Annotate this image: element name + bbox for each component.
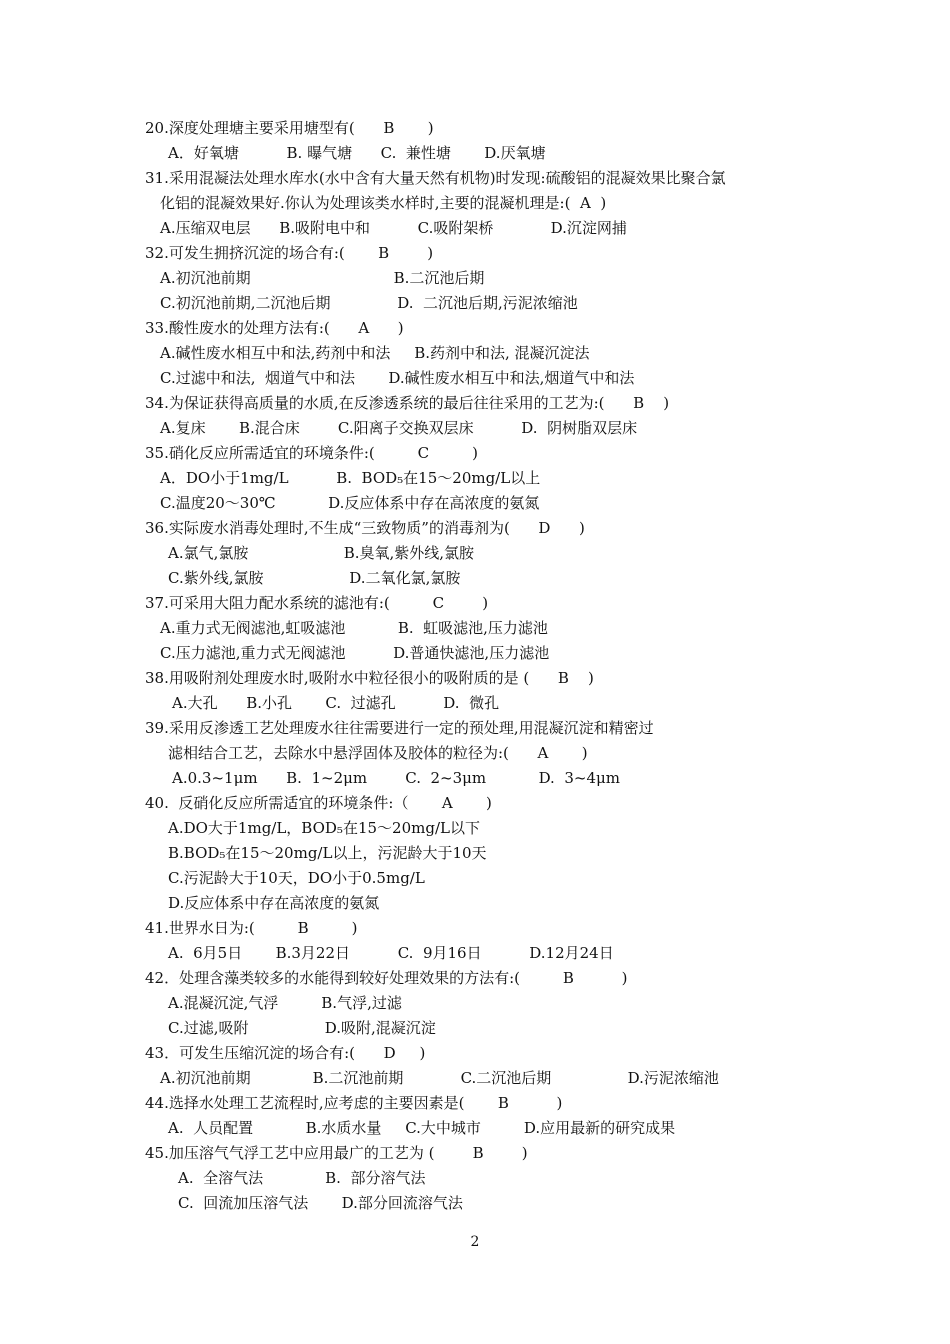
option-40-d: D.反应体系中存在高浓度的氨氮 xyxy=(168,894,380,912)
question-37: 37.可采用大阻力配水系统的滤池有:( C ) xyxy=(145,594,489,612)
question-39: 39.采用反渗透工艺处理废水往往需要进行一定的预处理,用混凝沉淀和精密过 xyxy=(145,719,654,737)
question-45: 45.加压溶气气浮工艺中应用最广的工艺为 ( B ) xyxy=(145,1144,528,1162)
options-31: A.压缩双电层 B.吸附电中和 C.吸附架桥 D.沉淀网捕 xyxy=(160,219,627,237)
options-34: A.复床 B.混合床 C.阳离子交换双层床 D. 阴树脂双层床 xyxy=(160,419,638,437)
question-34: 34.为保证获得高质量的水质,在反渗透系统的最后往往采用的工艺为:( B ) xyxy=(145,394,670,412)
page-number: 2 xyxy=(470,1234,480,1250)
question-31: 31.采用混凝法处理水库水(水中含有大量天然有机物)时发现:硫酸铝的混凝效果比聚合氯 xyxy=(145,169,726,187)
options-41: A. 6月5日 B.3月22日 C. 9月16日 D.12月24日 xyxy=(168,944,614,962)
question-38: 38.用吸附剂处理废水时,吸附水中粒径很小的吸附质的是 ( B ) xyxy=(145,669,594,687)
options-33-b: C.过滤中和法, 烟道气中和法 D.碱性废水相互中和法,烟道气中和法 xyxy=(160,369,635,387)
question-32: 32.可发生拥挤沉淀的场合有:( B ) xyxy=(145,244,434,262)
options-45-a: A. 全溶气法 B. 部分溶气法 xyxy=(178,1169,426,1187)
question-40: 40. 反硝化反应所需适宜的环境条件:（ A ) xyxy=(145,794,492,812)
question-44: 44.选择水处理工艺流程时,应考虑的主要因素是( B ) xyxy=(145,1094,563,1112)
option-40-c: C.污泥龄大于10天，DO小于0.5mg/L xyxy=(168,869,425,887)
question-42: 42．处理含藻类较多的水能得到较好处理效果的方法有:( B ) xyxy=(145,969,628,987)
options-36-a: A.氯气,氯胺 B.臭氧,紫外线,氯胺 xyxy=(168,544,475,562)
question-39-cont: 滤相结合工艺，去除水中悬浮固体及胶体的粒径为:( A ) xyxy=(168,744,588,762)
question-41: 41.世界水日为:( B ) xyxy=(145,919,358,937)
question-43: 43．可发生压缩沉淀的场合有:( D ) xyxy=(145,1044,426,1062)
options-45-b: C. 回流加压溶气法 D.部分回流溶气法 xyxy=(178,1194,463,1212)
options-35-a: A．DO小于1mg/L B. BOD₅在15～20mg/L以上 xyxy=(160,469,541,487)
options-42-b: C.过滤,吸附 D.吸附,混凝沉淀 xyxy=(168,1019,436,1037)
question-35: 35.硝化反应所需适宜的环境条件:( C ) xyxy=(145,444,478,462)
question-36: 36.实际废水消毒处理时,不生成“三致物质”的消毒剂为( D ) xyxy=(145,519,585,537)
option-40-b: B.BOD₅在15～20mg/L以上，污泥龄大于10天 xyxy=(168,844,487,862)
question-20: 20.深度处理塘主要采用塘型有( B ) xyxy=(145,119,434,137)
options-20: A．好氧塘 B. 曝气塘 C. 兼性塘 D.厌氧塘 xyxy=(168,144,546,162)
options-43: A.初沉池前期 B.二沉池前期 C.二沉池后期 D.污泥浓缩池 xyxy=(160,1069,719,1087)
options-42-a: A.混凝沉淀,气浮 B.气浮,过滤 xyxy=(168,994,402,1012)
options-37-a: A.重力式无阀滤池,虹吸滤池 B. 虹吸滤池,压力滤池 xyxy=(160,619,548,637)
options-35-b: C.温度20～30℃ D.反应体系中存在高浓度的氨氮 xyxy=(160,494,540,512)
options-44: A. 人员配置 B.水质水量 C.大中城市 D.应用最新的研究成果 xyxy=(168,1119,676,1137)
options-32-b: C.初沉池前期,二沉池后期 D. 二沉池后期,污泥浓缩池 xyxy=(160,294,578,312)
options-38: A.大孔 B.小孔 C. 过滤孔 D. 微孔 xyxy=(172,694,500,712)
question-33: 33.酸性废水的处理方法有:( A ) xyxy=(145,319,404,337)
option-40-a: A.DO大于1mg/L，BOD₅在15～20mg/L以下 xyxy=(168,819,480,837)
question-31-cont: 化铝的混凝效果好.你认为处理该类水样时,主要的混凝机理是:( A ) xyxy=(160,194,607,212)
options-33-a: A.碱性废水相互中和法,药剂中和法 B.药剂中和法, 混凝沉淀法 xyxy=(160,344,590,362)
options-36-b: C.紫外线,氯胺 D.二氧化氯,氯胺 xyxy=(168,569,461,587)
options-39: A.0.3~1μm B. 1~2μm C. 2~3μm D. 3~4μm xyxy=(172,769,620,787)
options-37-b: C.压力滤池,重力式无阀滤池 D.普通快滤池,压力滤池 xyxy=(160,644,550,662)
options-32-a: A.初沉池前期 B.二沉池后期 xyxy=(160,269,485,287)
